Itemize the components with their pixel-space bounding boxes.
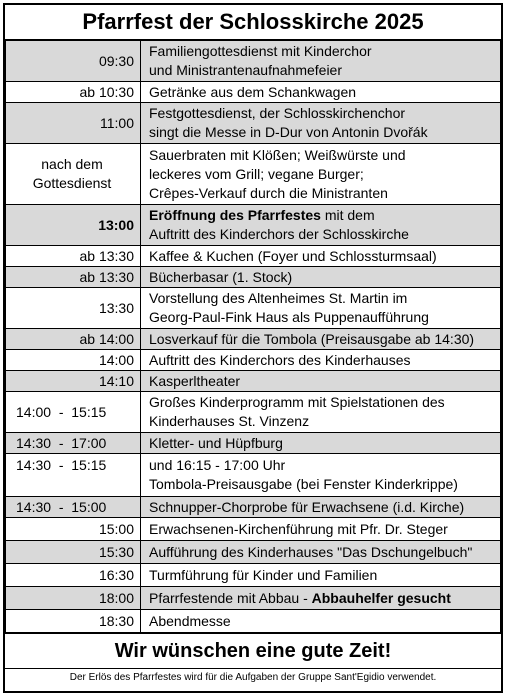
description-cell: Abendmesse [141,610,501,633]
time-cell: ab 10:30 [6,82,141,103]
time-cell: 18:00 [6,587,141,610]
schedule-row [6,329,501,350]
schedule-row [6,41,501,82]
description-text: mit dem [320,207,375,223]
description-cell [141,103,501,144]
schedule-row [6,541,501,564]
description-cell: Kletter- und Hüpfburg [141,433,501,454]
page-title: Pfarrfest der Schlosskirche 2025 [5,5,501,41]
description-cell: Aufführung des Kinderhauses "Das Dschungelbuch" [141,541,501,564]
description-line: Kinderhauses St. Vinzenz [149,413,310,429]
description-cell [141,454,501,497]
description-line [149,206,496,225]
schedule-row [6,288,501,329]
time-cell: ab 13:30 [6,267,141,288]
time-cell: 14:00 - 15:15 [6,392,141,433]
description-line: Sauerbraten mit Klößen; Weißwürste und [149,146,406,163]
description-cell: Kasperltheater [141,371,501,392]
time-cell: 13:30 [6,288,141,329]
description-line: leckeres vom Grill; vegane Burger; [149,165,364,182]
helpers-wanted-highlight: Abbauhelfer gesucht [311,589,451,606]
description-cell: Erwachsenen-Kirchenführung mit Pfr. Dr. Steger [141,518,501,541]
description-line: und Ministrantenaufnahmefeier [149,62,343,78]
closing-message: Wir wünschen eine gute Zeit! [5,633,501,668]
schedule-row [6,82,501,103]
time-cell: 13:00 [6,205,141,246]
description-line: Tombola-Preisausgabe (bei Fenster Kinderkrippe) [149,476,458,492]
description-line: Festgottesdienst, der Schlosskirchenchor [149,105,406,121]
description-cell [141,144,501,205]
schedule-row [6,267,501,288]
schedule-row [6,433,501,454]
schedule-table [5,41,501,633]
time-cell: 16:30 [6,564,141,587]
time-cell: 15:30 [6,541,141,564]
time-cell: 14:30 - 15:00 [6,497,141,518]
description-line: Großes Kinderprogramm mit Spielstationen des [149,394,445,410]
description-cell: Kaffee & Kuchen (Foyer und Schlossturmsaal) [141,246,501,267]
description-cell: Bücherbasar (1. Stock) [141,267,501,288]
description-line: Vorstellung des Altenheimes St. Martin im [149,290,408,306]
schedule-row [6,610,501,633]
description-text: Pfarrfestende mit Abbau - [149,589,312,606]
time-cell: 09:30 [6,41,141,82]
description-cell [141,288,501,329]
schedule-row [6,518,501,541]
description-cell: Auftritt des Kinderchors des Kinderhauses [141,350,501,371]
schedule-row [6,205,501,246]
description-line: Crêpes-Verkauf durch die Ministranten [149,184,388,201]
time-cell: 11:00 [6,103,141,144]
description-line: singt die Messe in D-Dur von Antonin Dvořák [149,124,428,140]
description-line: Getränke aus dem Schankwagen [149,83,357,100]
description-cell: Losverkauf für die Tombola (Preisausgabe ab 14:30) [141,329,501,350]
time-cell: ab 13:30 [6,246,141,267]
schedule-row [6,497,501,518]
description-line: Georg-Paul-Fink Haus als Puppenaufführung [149,309,429,325]
description-cell [141,392,501,433]
schedule-row [6,587,501,610]
description-cell [141,82,501,103]
description-line: Familiengottesdienst mit Kinderchor [149,43,372,59]
time-cell: ab 14:00 [6,329,141,350]
time-cell: nach dem Gottesdienst [6,144,141,205]
description-line: und 16:15 - 17:00 Uhr [149,457,286,473]
description-cell: Schnupper-Chorprobe für Erwachsene (i.d. Kirche) [141,497,501,518]
description-cell [141,205,501,246]
time-cell: 18:30 [6,610,141,633]
time-cell: 14:30 - 17:00 [6,433,141,454]
time-cell: 15:00 [6,518,141,541]
schedule-row [6,564,501,587]
description-line: Auftritt des Kinderchors der Schlosskirche [149,226,409,242]
schedule-row [6,371,501,392]
opening-highlight: Eröffnung des Pfarrfestes [149,207,321,223]
schedule-row [6,103,501,144]
time-cell: 14:10 [6,371,141,392]
description-cell [141,587,501,610]
schedule-row [6,144,501,205]
time-cell: 14:30 - 15:15 [6,454,141,497]
description-cell [141,41,501,82]
footnote: Der Erlös des Pfarrfestes wird für die Aufgaben der Gruppe Sant'Egidio verwendet. [5,668,501,687]
time-cell: 14:00 [6,350,141,371]
schedule-row [6,350,501,371]
schedule-row [6,454,501,497]
schedule-sheet [3,3,503,693]
description-cell: Turmführung für Kinder und Familien [141,564,501,587]
schedule-row [6,392,501,433]
schedule-row [6,246,501,267]
